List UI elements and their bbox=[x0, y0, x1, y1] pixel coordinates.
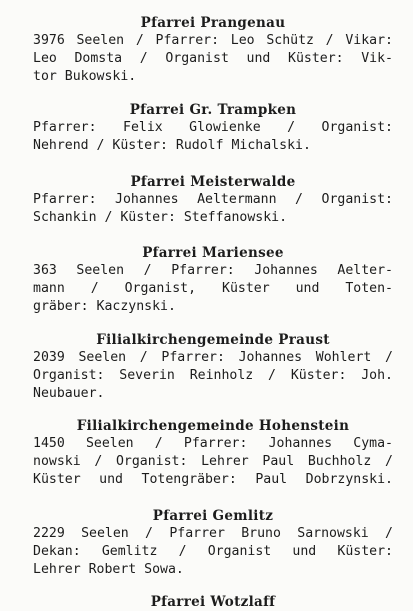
entry-line: tor Bukowski. bbox=[33, 69, 137, 84]
entry-heading: Pfarrei Gemlitz bbox=[152, 508, 274, 524]
entry-line: Organist: Severin Reinholz / Küster: Joh. bbox=[33, 368, 393, 383]
entry-line: 363 Seelen / Pfarrer: Johannes Aelter- bbox=[33, 263, 393, 278]
entry-meisterwalde bbox=[33, 173, 393, 227]
entry-heading: Pfarrei Gr. Trampken bbox=[129, 102, 297, 118]
entry-heading: Filialkirchengemeinde Hohenstein bbox=[76, 418, 350, 434]
entry-heading: Pfarrei Mariensee bbox=[142, 245, 284, 261]
entry-line: Neubauer. bbox=[33, 386, 105, 401]
entry-line: gräber: Kaczynski. bbox=[33, 299, 176, 314]
entry-line: Lehrer Robert Sowa. bbox=[33, 562, 184, 577]
entry-gemlitz bbox=[33, 507, 393, 579]
entry-hohenstein bbox=[33, 417, 393, 489]
entry-line: Nehrend / Küster: Rudolf Michalski. bbox=[33, 138, 311, 153]
entry-heading: Pfarrei Prangenau bbox=[140, 15, 286, 31]
entry-line: Dekan: Gemlitz / Organist und Küster: bbox=[33, 544, 393, 559]
entry-line: Leo Domsta / Organist und Küster: Vik- bbox=[33, 51, 393, 66]
entry-heading: Filialkirchengemeinde Praust bbox=[96, 332, 330, 348]
entry-heading: Pfarrei Meisterwalde bbox=[130, 174, 296, 190]
entry-line: Schankin / Küster: Steffanowski. bbox=[33, 210, 288, 225]
entry-line: nowski / Organist: Lehrer Paul Buchholz / bbox=[33, 454, 393, 469]
entry-cut-off bbox=[33, 593, 393, 611]
entry-line: 3976 Seelen / Pfarrer: Leo Schütz / Vikar: bbox=[33, 33, 393, 48]
entry-heading-cut: Pfarrei Wotzlaff bbox=[150, 594, 276, 610]
entry-line: 2039 Seelen / Pfarrer: Johannes Wohlert / bbox=[33, 350, 393, 365]
entry-prangenau bbox=[33, 14, 393, 86]
entry-line: mann / Organist, Küster und Toten- bbox=[33, 281, 393, 296]
entry-line: Pfarrer: Felix Glowienke / Organist: bbox=[33, 120, 393, 135]
entry-gr-trampken bbox=[33, 101, 393, 155]
entry-line: Pfarrer: Johannes Aeltermann / Organist: bbox=[33, 192, 393, 207]
entry-line: Küster und Totengräber: Paul Dobrzynski. bbox=[33, 472, 393, 487]
entry-mariensee bbox=[33, 244, 393, 316]
entry-praust bbox=[33, 331, 393, 403]
entry-line: 2229 Seelen / Pfarrer Bruno Sarnowski / bbox=[33, 526, 393, 541]
entry-line: 1450 Seelen / Pfarrer: Johannes Cyma- bbox=[33, 436, 393, 451]
